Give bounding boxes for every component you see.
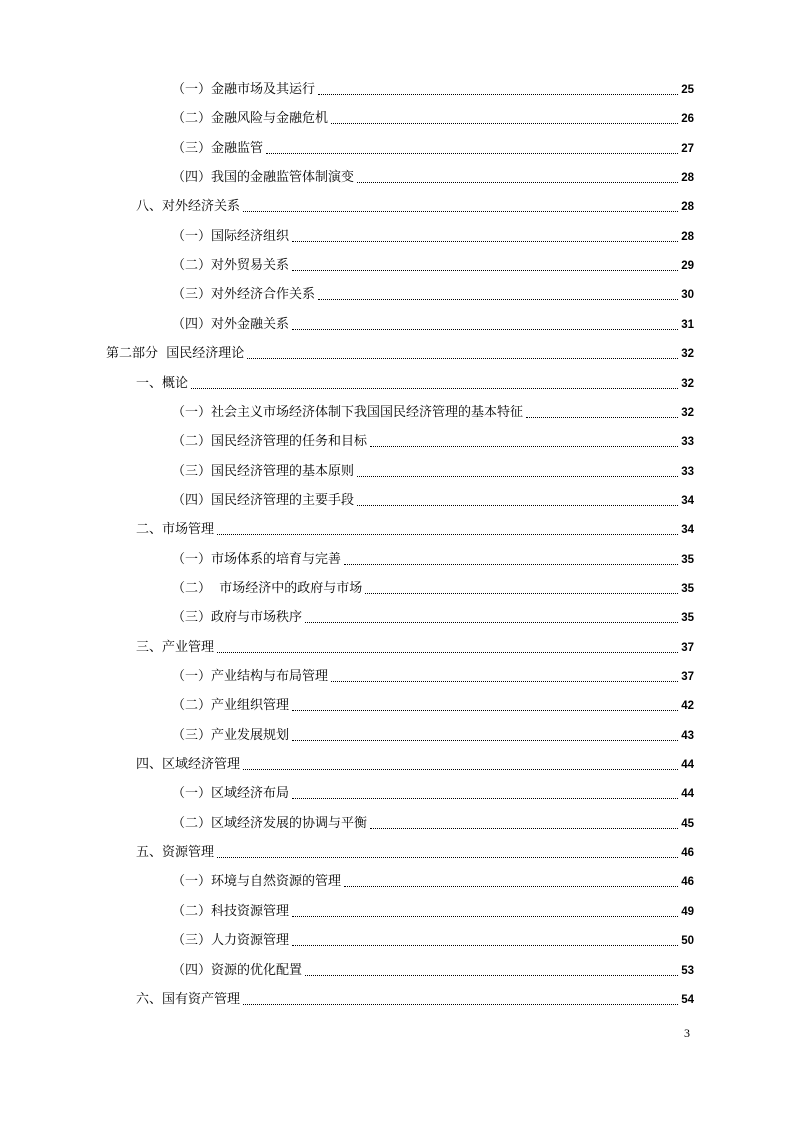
toc-entry-page: 46 [681, 847, 694, 860]
toc-entry-page: 44 [681, 759, 694, 772]
toc-entry-title: （二）科技资源管理 [172, 903, 290, 919]
dot-leader [292, 709, 678, 711]
dot-leader [266, 152, 678, 154]
dot-leader [331, 122, 678, 124]
dot-leader [292, 739, 678, 741]
dot-leader [331, 680, 678, 682]
dot-leader [318, 298, 678, 300]
toc-entry-title: 六、国有资产管理 [136, 991, 241, 1007]
dot-leader [243, 768, 678, 770]
toc-entry-title: （三）国民经济管理的基本原则 [172, 463, 355, 479]
toc-entry-title: （二）对外贸易关系 [172, 258, 290, 274]
toc-entry[interactable] [136, 368, 694, 392]
toc-entry-page: 35 [681, 582, 694, 595]
toc-entry[interactable] [172, 896, 694, 920]
toc-entry-page: 33 [681, 436, 694, 449]
toc-entry[interactable] [136, 749, 694, 773]
toc-entry-title: （一）区域经济布局 [172, 786, 290, 802]
toc-entry-title: （一）国际经济组织 [172, 228, 290, 244]
toc-entry-page: 28 [681, 201, 694, 214]
toc-entry[interactable] [172, 866, 694, 890]
toc-entry-title: 五、资源管理 [136, 845, 215, 861]
dot-leader [526, 416, 678, 418]
toc-entry-title: （一）环境与自然资源的管理 [172, 874, 342, 890]
toc-entry[interactable] [172, 133, 694, 157]
toc-entry-title: （一）产业结构与布局管理 [172, 669, 329, 684]
toc-entry[interactable] [106, 338, 694, 362]
toc-entry-page: 35 [681, 612, 694, 625]
toc-entry-title: （三）金融监管 [172, 140, 264, 156]
toc-entry-page: 32 [681, 377, 694, 390]
toc-entry-title: （三）对外经济合作关系 [172, 287, 316, 303]
toc-entry-title: 三、产业管理 [136, 639, 215, 655]
toc-entry-page: 33 [681, 465, 694, 478]
toc-entry[interactable] [136, 632, 694, 656]
toc-entry-page: 25 [681, 84, 694, 96]
toc-entry[interactable] [172, 925, 694, 949]
toc-entry[interactable] [172, 955, 694, 979]
dot-leader [305, 974, 678, 976]
toc-entry[interactable] [172, 279, 694, 303]
toc-entry-page: 35 [681, 553, 694, 566]
toc-entry-title: （二） 市场经济中的政府与市场 [172, 580, 363, 596]
toc-entry-title: 二、市场管理 [136, 522, 215, 538]
toc-entry-page: 50 [681, 935, 694, 948]
toc-entry-page: 28 [681, 230, 694, 243]
toc-entry[interactable] [172, 485, 694, 509]
toc-entry[interactable] [172, 808, 694, 832]
toc-entry-page: 32 [681, 348, 694, 361]
toc-entry[interactable] [172, 573, 694, 597]
toc-entry-title: （四）我国的金融监管体制演变 [172, 170, 355, 186]
dot-leader [292, 269, 678, 271]
dot-leader [217, 856, 678, 858]
toc-entry-page: 26 [681, 113, 694, 126]
dot-leader [292, 915, 678, 917]
toc-entry-title: （三）产业发展规划 [172, 727, 290, 743]
toc-entry-page: 37 [681, 671, 694, 683]
dot-leader [370, 445, 678, 447]
toc-entry[interactable] [172, 778, 694, 802]
dot-leader [292, 240, 678, 242]
dot-leader [357, 504, 678, 506]
toc-entry-title: 四、区域经济管理 [136, 757, 241, 773]
toc-entry[interactable] [136, 191, 694, 215]
dot-leader [217, 651, 678, 653]
dot-leader [344, 885, 678, 887]
toc-entry[interactable] [172, 544, 694, 568]
toc-entry-page: 46 [681, 876, 694, 889]
toc-entry[interactable] [172, 602, 694, 626]
toc-entry-title: （二）产业组织管理 [172, 698, 290, 714]
toc-entry-title: （二）区域经济发展的协调与平衡 [172, 815, 368, 831]
toc-entry-page: 37 [681, 641, 694, 654]
toc-entry[interactable] [172, 250, 694, 274]
dot-leader [357, 181, 678, 183]
toc-entry-title: （四）对外金融关系 [172, 316, 290, 332]
toc-entry-page: 28 [681, 172, 694, 185]
dot-leader [365, 592, 678, 594]
dot-leader [305, 621, 678, 623]
toc-entry[interactable] [172, 690, 694, 714]
toc-entry[interactable] [172, 661, 694, 685]
toc-entry-page: 29 [681, 260, 694, 273]
toc-entry-page: 30 [681, 289, 694, 302]
toc-entry-title: （四）资源的优化配置 [172, 962, 303, 978]
dot-leader [318, 93, 678, 95]
dot-leader [370, 827, 678, 829]
toc-entry[interactable] [172, 103, 694, 127]
page-number: 3 [684, 1026, 690, 1040]
toc-entry[interactable] [172, 221, 694, 245]
dot-leader [247, 357, 678, 359]
toc-entry-title: （一）市场体系的培育与完善 [172, 551, 342, 567]
toc-entry-page: 31 [681, 318, 694, 331]
toc-entry[interactable] [172, 162, 694, 186]
toc-entry-title: （二）金融风险与金融危机 [172, 111, 329, 127]
toc-entry-page: 42 [681, 700, 694, 713]
dot-leader [292, 944, 678, 946]
toc-entry-page: 43 [681, 729, 694, 742]
toc-entry[interactable] [172, 456, 694, 480]
toc-entry-page: 49 [681, 905, 694, 918]
toc-entry-title: （二）国民经济管理的任务和目标 [172, 434, 368, 450]
toc-entry-title: （四）国民经济管理的主要手段 [172, 492, 355, 508]
toc-entry[interactable] [172, 720, 694, 744]
toc-entry-title: （一）金融市场及其运行 [172, 82, 316, 97]
toc-entry-page: 45 [681, 817, 694, 830]
toc-entry-title: 第二部分 国民经济理论 [106, 346, 245, 362]
toc-entry-page: 27 [681, 142, 694, 155]
toc-entry[interactable] [172, 426, 694, 450]
toc-entry[interactable] [136, 837, 694, 861]
dot-leader [243, 210, 678, 212]
toc-entry[interactable] [136, 514, 694, 538]
toc-entry[interactable] [136, 984, 694, 1008]
toc-entry-page: 34 [681, 524, 694, 537]
toc-entry-title: （三）人力资源管理 [172, 933, 290, 949]
dot-leader [357, 475, 678, 477]
toc-entry[interactable] [172, 309, 694, 333]
toc-entry-title: 一、概论 [136, 375, 189, 391]
toc-entry[interactable] [172, 74, 694, 98]
dot-leader [243, 1003, 678, 1005]
dot-leader [292, 797, 678, 799]
dot-leader [344, 563, 678, 565]
toc-entry-page: 44 [681, 788, 694, 801]
toc-entry-title: （三）政府与市场秩序 [172, 610, 303, 626]
toc-entry-page: 53 [681, 964, 694, 977]
toc-entry[interactable] [172, 397, 694, 421]
toc-entry-page: 54 [681, 993, 694, 1006]
dot-leader [217, 533, 678, 535]
dot-leader [292, 328, 678, 330]
toc-entry-page: 34 [681, 494, 694, 507]
toc-entry-title: 八、对外经济关系 [136, 199, 241, 215]
toc-entry-page: 32 [681, 406, 694, 419]
toc-entry-title: （一）社会主义市场经济体制下我国国民经济管理的基本特征 [172, 404, 524, 420]
dot-leader [191, 387, 678, 389]
